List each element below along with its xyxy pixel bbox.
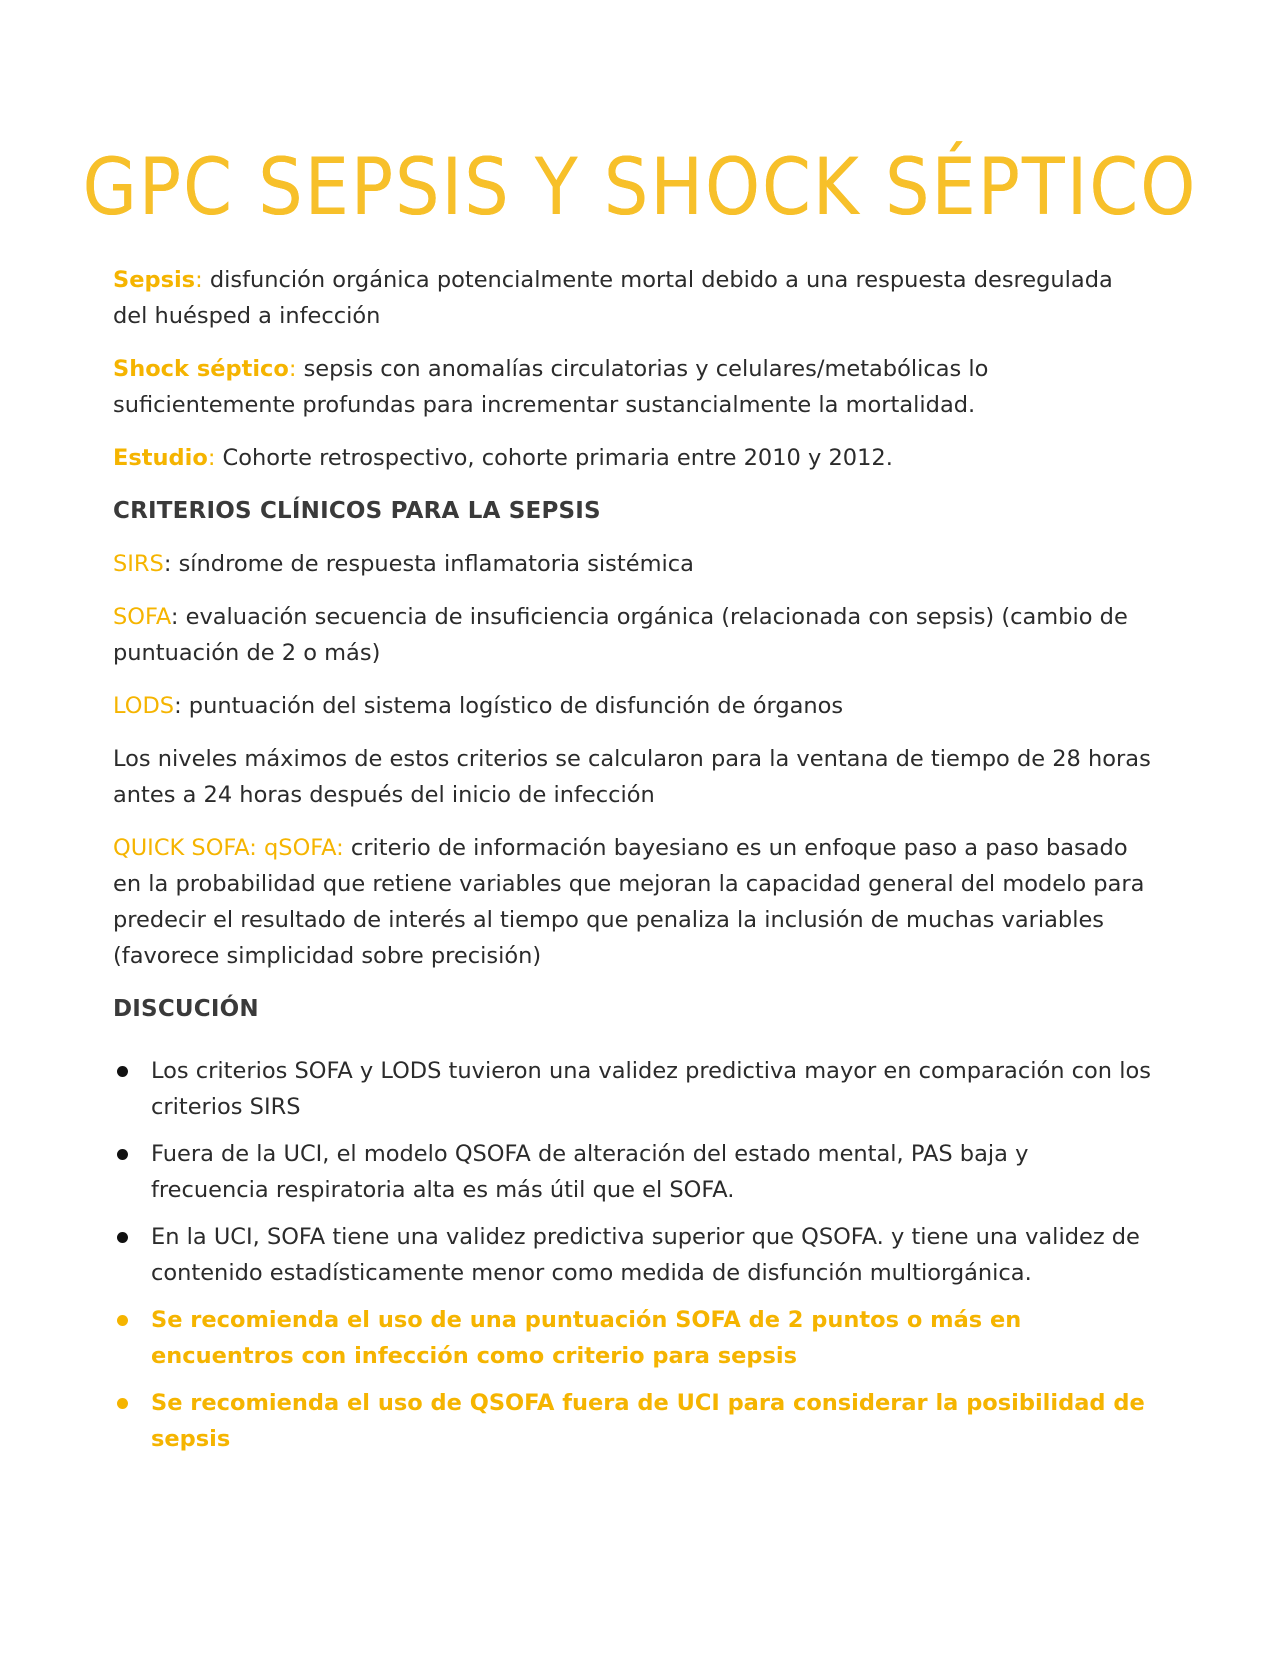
list-item-recommendation [113,1302,1153,1374]
criteria-note: Los niveles máximos de estos criterios se calcularon para la ventana de tiempo de 28 horas antes a 24 horas después del inicio de infección [113,746,1151,808]
criterion-sofa [113,599,1153,671]
bullet-icon [117,1149,128,1160]
criterion-lods [113,688,1153,724]
definition-shock [113,351,1153,423]
bullet-icon [117,1066,128,1077]
criterion-qsofa [113,830,1153,974]
section-heading-criterios: CRITERIOS CLÍNICOS PARA LA SEPSIS [113,498,601,524]
list-item-text: Se recomienda el uso de QSOFA fuera de UCI para considerar la posibilidad de sepsis [151,1390,1145,1452]
definition-separator: : [288,356,304,382]
definition-text: sepsis con anomalías circulatorias y celulares/metabólicas lo suficientemente profundas para incrementar sustancialmente la mortalidad. [113,356,989,418]
definition-separator: : [195,267,210,293]
discussion-list [113,1053,1153,1457]
definition-text: Cohorte retrospectivo, cohorte primaria entre 2010 y 2012. [222,445,893,471]
criterion-text: puntuación del sistema logístico de disfunción de órganos [188,693,844,719]
list-item-text: Se recomienda el uso de una puntuación SOFA de 2 puntos o más en encuentros con infección como criterio para sepsis [151,1307,1022,1369]
definition-label: Shock séptico [113,356,289,382]
bullet-icon [117,1398,128,1409]
criterion-label: SIRS [113,551,164,577]
document-body [113,262,1153,1468]
definition-label: Sepsis [113,267,196,293]
list-item-text: En la UCI, SOFA tiene una validez predictiva superior que QSOFA. y tiene una validez de contenido estadísticamente menor como medida de disfunción multiorgánica. [151,1224,1140,1286]
criterion-separator: : [174,693,189,719]
criterion-separator: : [170,604,186,630]
criterion-sirs [113,546,1153,582]
list-item [113,1136,1153,1208]
definition-separator: : [207,445,223,471]
list-item [113,1053,1153,1125]
list-item [113,1219,1153,1291]
criterion-text: evaluación secuencia de insuficiencia orgánica (relacionada con sepsis) (cambio de puntuación de 2 o más) [113,604,1128,666]
list-item-text: Los criterios SOFA y LODS tuvieron una validez predictiva mayor en comparación con los criterios SIRS [151,1058,1151,1120]
criterion-label: QUICK SOFA: qSOFA: [113,835,344,861]
criterion-text: criterio de información bayesiano es un enfoque paso a paso basado en la probabilidad que retiene variables que mejoran la capacidad general del modelo para predecir el resultado de interés al tiempo que penaliza la inclusión de muchas variables (favorece simplicidad sobre precisión) [113,835,1145,969]
definition-text: disfunción orgánica potencialmente mortal debido a una respuesta desregulada del huésped a infección [113,267,1113,329]
criterion-separator: : [163,551,179,577]
list-item-recommendation [113,1385,1153,1457]
bullet-icon [117,1232,128,1243]
page-title: GPC SEPSIS Y SHOCK SÉPTICO [82,141,1198,234]
criterion-text: síndrome de respuesta inflamatoria sistémica [178,551,694,577]
criterion-label: SOFA [113,604,171,630]
list-item-text: Fuera de la UCI, el modelo QSOFA de alteración del estado mental, PAS baja y frecuencia respiratoria alta es más útil que el SOFA. [151,1141,1029,1203]
criterion-label: LODS [113,693,175,719]
definition-estudio [113,440,1153,476]
definition-sepsis [113,262,1153,334]
section-heading-discucion: DISCUCIÓN [113,996,259,1022]
definition-label: Estudio [113,445,208,471]
bullet-icon [117,1315,128,1326]
